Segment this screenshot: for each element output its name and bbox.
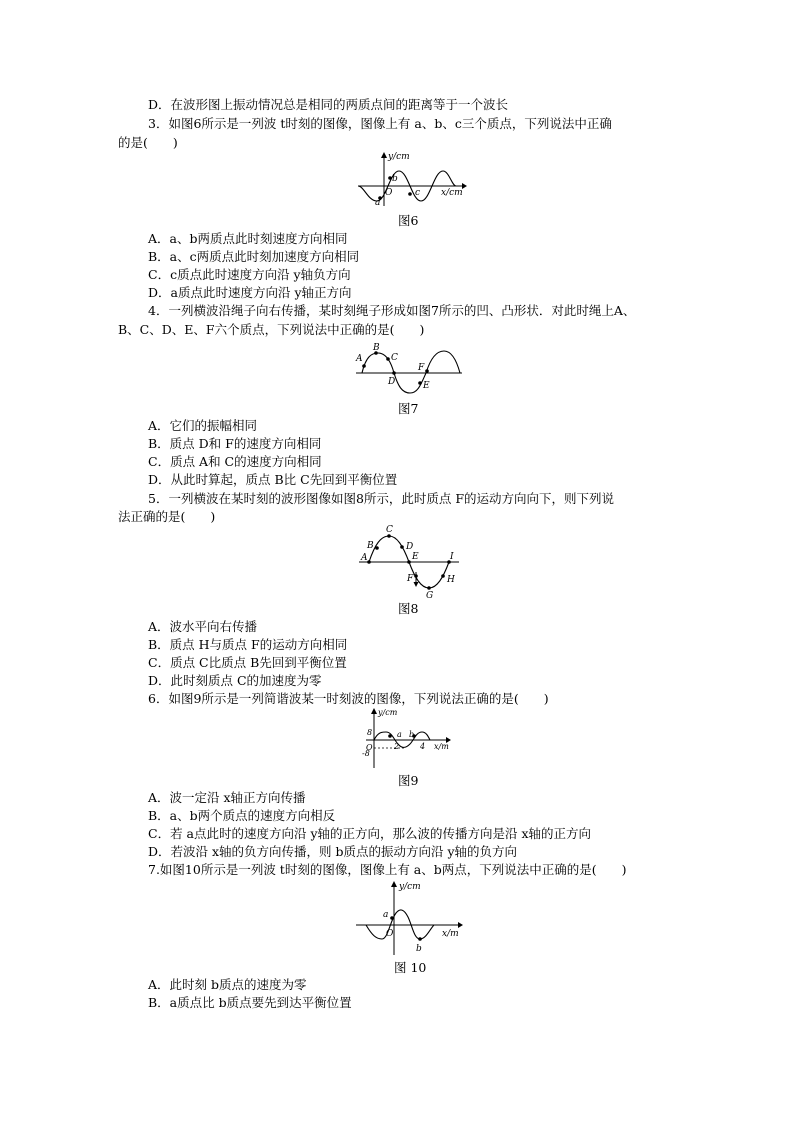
fig10-ylabel: y/cm [399,882,421,892]
q4-option-c: C．质点 A和 C的速度方向相同 [148,454,322,469]
figure-6-wave [350,150,475,206]
q4-option-d: D．从此时算起，质点 B比 C先回到平衡位置 [148,472,398,487]
fig8-label-B: B [367,541,374,551]
q7-stem: 7.如图10所示是一列波 t时刻的图像，图像上有 a、b两点，下列说法中正确的是( ) [148,862,627,877]
fig6-ylabel: y/cm [388,152,410,162]
q5-option-d: D．此时刻质点 C的加速度为零 [148,673,322,688]
fig9-tick-4: 4 [420,742,426,751]
fig6-label-a: a [375,198,381,206]
point-a [388,734,392,738]
point-D [400,545,404,549]
fig9-label-a: a [397,730,402,739]
q7-option-a: A．此时刻 b质点的速度为零 [148,977,307,992]
fig9-origin: O [366,743,373,752]
fig10-label-b: b [416,944,422,954]
fig8-label-D: D [406,542,414,552]
fig6-xlabel: x/cm [441,188,463,198]
q3-option-a: A．a、b两质点此时刻速度方向相同 [148,231,348,246]
fig8-label-G: G [426,591,434,598]
point-H [441,574,445,578]
point-a [390,916,394,920]
q6-stem: 6．如图9所示是一列简谐波某一时刻波的图像，下列说法正确的是( ) [148,691,549,706]
figure-6-caption: 图6 [398,213,419,228]
q6-option-a: A．波一定沿 x轴正方向传播 [148,790,306,805]
point-E [418,381,422,385]
q6-option-c: C．若 a点此时的速度方向沿 y轴的正方向，那么波的传播方向是沿 x轴的正方向 [148,826,592,841]
figure-8-wave [355,522,465,598]
fig7-label-A: A [356,354,363,364]
fig6-label-b: b [392,174,398,184]
q5-stem-cont: 法正确的是( ) [118,509,216,524]
q3-option-c: C．c质点此时速度方向沿 y轴负方向 [148,267,351,282]
fig10-xlabel: x/m [442,929,459,939]
fig7-label-F: F [418,363,425,373]
fig7-label-D: D [388,377,396,387]
q3-option-d: D．a质点此时速度方向沿 y轴正方向 [148,285,352,300]
fig9-xlabel: x/m [434,742,449,751]
q3-option-b: B．a、c两质点此时刻加速度方向相同 [148,249,360,264]
fig7-label-E: E [423,381,430,391]
q4-option-b: B．质点 D和 F的速度方向相同 [148,436,322,451]
fig6-origin: O [385,188,393,198]
point-F [425,369,429,373]
q4-stem-cont: B、C、D、E、F六个质点，下列说法中正确的是( ) [118,322,425,337]
wave-curve [362,351,460,393]
figure-9-caption: 图9 [398,773,419,788]
q3-stem: 3．如图6所示是一列波 t时刻的图像，图像上有 a、b、c三个质点，下列说法中正确 [148,116,612,131]
point-c [408,192,412,196]
fig9-ymin: -8 [362,749,370,758]
fig8-label-A: A [361,553,368,563]
q4-stem: 4．一列横波沿绳子向右传播，某时刻绳子形成如图7所示的凹、凸形状．对此时绳上A、 [148,303,636,318]
point-A [362,364,366,368]
fig6-label-c: c [415,188,421,198]
point-D [392,371,396,375]
point-B [375,546,379,550]
figure-7-wave [350,340,468,396]
figure-10-wave [352,877,470,955]
fig9-ylabel: y/cm [378,708,398,717]
q3-stem-cont: 的是( ) [118,135,178,150]
fig8-label-F: F [407,574,414,584]
fig7-label-C: C [391,353,398,363]
point-b [418,937,422,941]
fig10-origin: O [386,929,394,939]
q7-option-b: B．a质点比 b质点要先到达平衡位置 [148,995,352,1010]
q5-option-a: A．波水平向右传播 [148,619,258,634]
q5-option-c: C．质点 C比质点 B先回到平衡位置 [148,655,347,670]
fig9-ymax: 8 [367,728,373,737]
q2-option-d: D．在波形图上振动情况总是相同的两质点间的距离等于一个波长 [148,97,509,112]
fig9-tick-2: 2 [394,742,400,751]
fig9-label-b: b [409,730,415,739]
q4-option-a: A．它们的振幅相同 [148,418,258,433]
point-G [427,586,431,590]
fig10-label-a: a [383,910,389,920]
fig8-label-C: C [386,525,393,535]
figure-8-caption: 图8 [398,601,419,616]
point-A [367,560,371,564]
fig7-label-B: B [373,343,380,353]
fig8-label-E: E [412,552,419,562]
q5-option-b: B．质点 H与质点 F的运动方向相同 [148,637,348,652]
point-E [407,560,411,564]
fig8-label-I: I [450,552,454,562]
fig8-label-H: H [447,575,455,585]
q5-stem: 5．一列横波在某时刻的波形图像如图8所示，此时质点 F的运动方向向下，则下列说 [148,491,615,506]
q6-option-b: B．a、b两个质点的速度方向相反 [148,808,336,823]
q6-option-d: D．若波沿 x轴的负方向传播，则 b质点的振动方向沿 y轴的负方向 [148,844,518,859]
figure-10-caption: 图 10 [394,960,427,975]
point-C [386,357,390,361]
wave-curve [366,910,434,939]
figure-9-wave [360,706,465,768]
figure-7-caption: 图7 [398,401,419,416]
